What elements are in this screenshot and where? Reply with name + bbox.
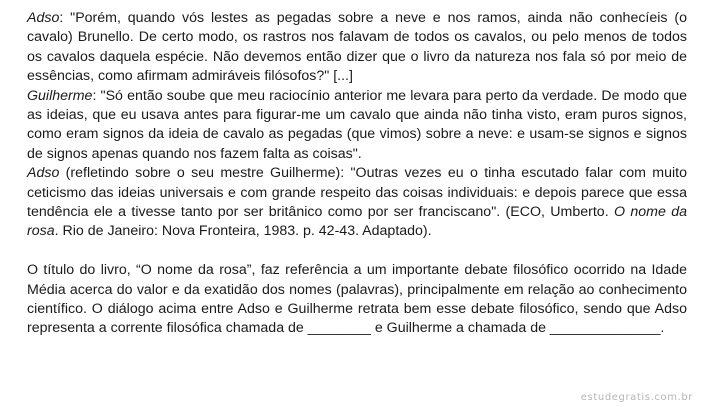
speaker-note: (refletindo sobre o seu mestre Guilherme) [59, 165, 341, 182]
citation-rest: . Rio de Janeiro: Nova Fronteira, 1983. p. 42-43. Adaptado). [54, 223, 432, 240]
question-text-part2: e Guilherme a chamada de [370, 320, 550, 337]
citation-book-title: O nome da rosa [27, 204, 687, 240]
site-watermark: estudegratis.com.br [580, 392, 693, 403]
dialogue-adso-2 [27, 164, 687, 242]
speaker-name: Adso [27, 10, 60, 26]
dialogue-text: : "Só então soube que meu raciocínio anterior me levara para perto da verdade. De modo que as ideias, que eu usava antes para figurar-me um cavalo que ainda não tinha visto, eram puros signos, como eram signos da ideia de cavalo as pegadas (que vimos) sobre a neve: e usam-se signos e signos de signos apenas quando nos fazem falta as coisas". [27, 87, 687, 162]
dialogue-text: : "Outras vezes eu o tinha escutado falar com muito ceticismo das ideias universais e com grande respeito das coisas individuais: e depois parece que essa tendência ele a tivesse tanto por ser britânico como por ser franciscano". (ECO, Umberto. [27, 165, 687, 221]
speaker-name: Adso [27, 165, 60, 182]
dialogue-adso-1 [27, 9, 687, 87]
document-body [27, 9, 687, 339]
answer-blank-1: ________ [307, 320, 371, 337]
answer-blank-2: ______________ [549, 320, 661, 337]
question-text-part1: O título do livro, “O nome da rosa”, faz referência a um importante debate filosófico ocorrido na Idade Média acerca do valor e da exatidão dos nomes (palavras), principalmente em relação ao conhecimento científico. O diálogo acima entre Adso e Guilherme retrata bem esse debate filosófico, sendo que Adso representa a corrente filosófica chamada de [27, 262, 687, 337]
dialogue-guilherme [27, 87, 687, 165]
paragraph-spacer [27, 242, 687, 261]
question-text-part3: . [660, 320, 665, 337]
dialogue-text: : "Porém, quando vós lestes as pegadas sobre a neve e nos ramos, ainda não conhecíeis (o cavalo) Brunello. De certo modo, os rastros nos falavam de todos os cavalos, ou pelo menos de todos os cavalos daquela espécie. Não devemos então dizer que o livro da natureza nos fala só por meio de essências, como afirmam admiráveis filósofos?" [...] [27, 10, 687, 85]
question-paragraph [27, 261, 687, 339]
speaker-name: Guilherme [27, 87, 93, 104]
